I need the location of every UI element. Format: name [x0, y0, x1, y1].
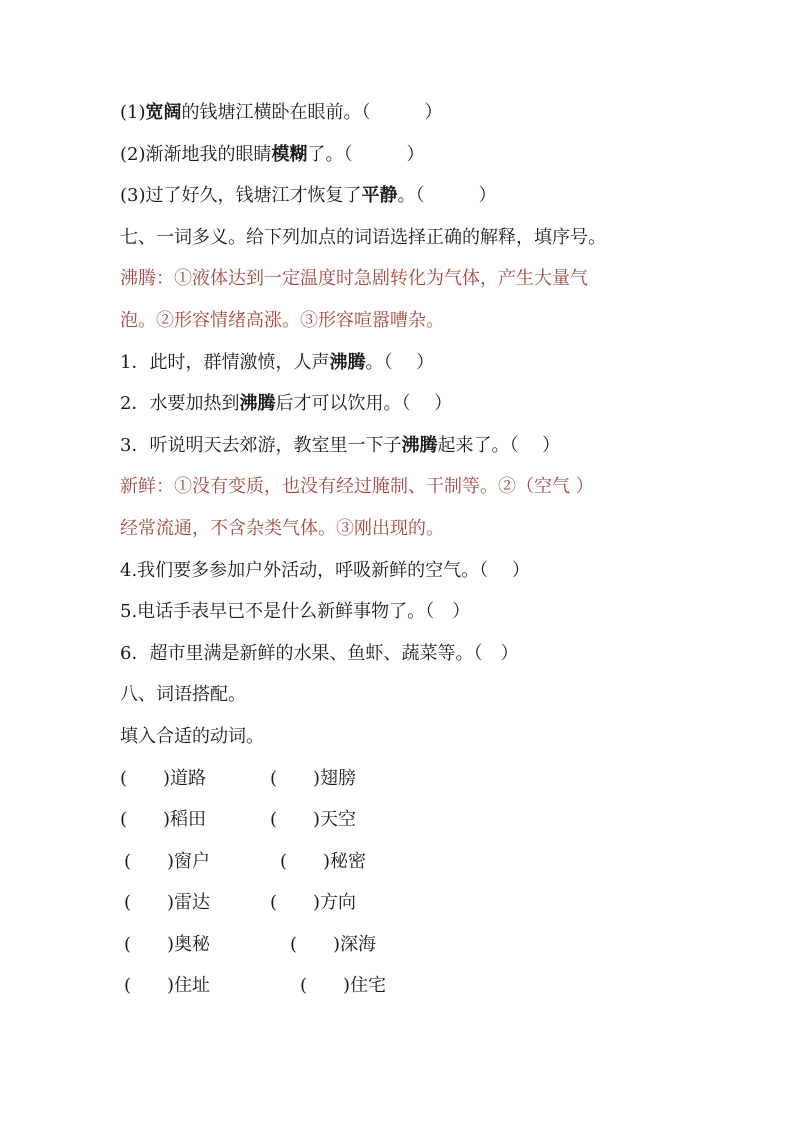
word-blank: ( )奥秘: [124, 933, 211, 955]
word-pair-row: [120, 965, 740, 1007]
word-blank: ( )道路: [120, 767, 207, 789]
emphasized-word: 沸腾: [401, 434, 438, 456]
definition-text: 泡。②形容情绪高涨。③形容喧嚣嘈杂。: [120, 309, 444, 331]
word-blank: ( )秘密: [280, 850, 367, 872]
word-pair-row: [120, 924, 740, 966]
word-blank: ( )深海: [290, 933, 377, 955]
emphasized-word: 平静: [361, 185, 398, 207]
word-pair-row: [120, 882, 740, 924]
word-pair-row: [120, 758, 740, 800]
word-blank: ( )窗户: [124, 850, 211, 872]
definition-text: 经常流通，不含杂类气体。③刚出现的。: [120, 517, 444, 539]
question-item: 2．水要加热到沸腾后才可以饮用。（ ）: [120, 393, 453, 415]
section-title: 七、一词多义。给下列加点的词语选择正确的解释，填序号。: [120, 226, 606, 248]
question-item: 4.我们要多参加户外活动，呼吸新鲜的空气。（ ）: [120, 559, 530, 581]
word-blank: ( )方向: [270, 892, 357, 914]
word-blank: ( )翅膀: [270, 767, 357, 789]
question-item: (1)宽阔的钱塘江横卧在眼前。（ ）: [120, 102, 443, 123]
question-item: (2)渐渐地我的眼睛模糊了。（ ）: [120, 143, 425, 165]
emphasized-word: 模糊: [271, 143, 308, 165]
section-title: 八、词语搭配。: [120, 684, 246, 706]
emphasized-word: 宽阔: [145, 102, 182, 123]
emphasized-word: 沸腾: [329, 351, 366, 373]
word-blank: ( )雷达: [124, 892, 211, 914]
word-blank: ( )天空: [270, 809, 357, 831]
word-blank: ( )住址: [124, 975, 211, 997]
question-item: 1．此时，群情激愤，人声沸腾。（ ）: [120, 351, 435, 373]
definition-text: 新鲜：①没有变质，也没有经过腌制、干制等。②（空气 ）: [120, 476, 594, 498]
word-blank: ( )住宅: [300, 975, 387, 997]
word-pair-row: [120, 799, 740, 841]
question-item: 3．听说明天去郊游，教室里一下子沸腾起来了。（ ）: [120, 434, 561, 456]
word-blank: ( )稻田: [120, 809, 207, 831]
word-pair-row: [120, 841, 740, 883]
question-item: (3)过了好久，钱塘江才恢复了平静。（ ）: [120, 185, 497, 207]
question-item: 6．超市里满是新鲜的水果、鱼虾、蔬菜等。（ ）: [120, 642, 519, 664]
definition-text: 沸腾：①液体达到一定温度时急剧转化为气体，产生大量气: [120, 268, 588, 290]
emphasized-word: 沸腾: [239, 393, 276, 415]
worksheet-page: [120, 92, 740, 1007]
question-item: 5.电话手表早已不是什么新鲜事物了。（ ）: [120, 601, 471, 623]
section-subtitle: 填入合适的动词。: [120, 725, 264, 747]
